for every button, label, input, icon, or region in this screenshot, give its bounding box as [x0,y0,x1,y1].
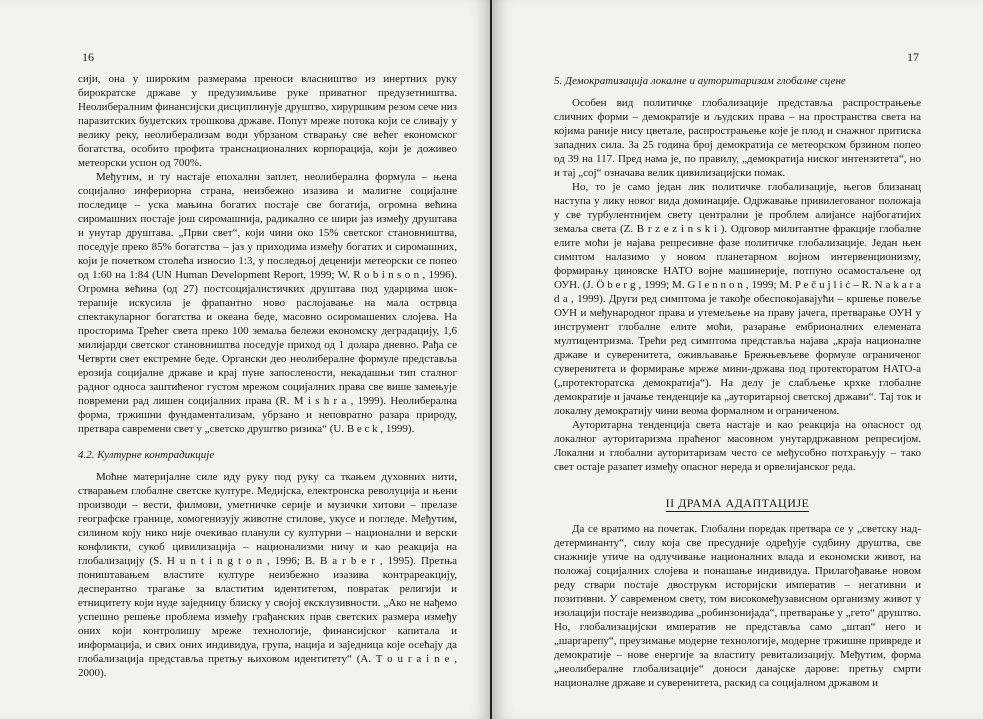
page-number: 17 [907,50,919,64]
page-body [78,72,457,680]
paragraph: Особен вид политичке глобализације представља распрострањење сличних форми – демократије и људских права – на пространства света на којима раније нису цветале, распрострањење које је плод и снажног притиска западних сила. За 25 година број демократија се метеорском брзином попео од 39 на 117. Пред нама је, по правилу, „демократија ниског интензитета“, но и тај „сој“ означава велик цивилизацијски помак. [554,97,921,179]
chapter-title: II ДРАМА АДАПТАЦИЈЕ [665,496,810,510]
paragraph: Но, то је само један лик политичке глобализације, његов близанац наступа у лику новог вида доминације. Одржавање привилегованог положаја у све турбулентнијем свету централни је проблем алијансе најбогатијих земаља света (Z. B r z e z i n s k i ). Одговор милитантне фракције глобалне елите моћи је најава репресивне фазе политичке глобализације. Један њен симптом налазимо у новом планетарном војном интервенционизму, формирању циновске НАТО војне машинерије, потпуно осамостаљене од ОУН. (J. Ö b e r g , 1999; M. G l e n n o n , 1999; M. P e č u j l i ć – R. N a k a r a d a , 1999). Други ред симптома је такође обеспокојавајући – кршење повеље ОУН и међународног права и утемељење на праву јачега, претварање ОУН у инструмент глобалне елите моћи, разарање ембрионалних елемената мултицентризма. Трећи ред симптома представља најава „краја националне државе и суверенитета, оживљавање Брежњевљеве формуле ограниченог суверенитета и формирање мреже мини-држава под протекторатом НАТО-а („протекторатска демократија“). На делу је слабљење крхке глобалне демократије и јачање тенденције ка „ауторитарној светској држави“. Тај ток и локалну демократију чини веома формалном и ограниченом. [554,181,921,417]
section-heading: 5. Демократизација локалне и ауторитаризам глобалне сцене [554,75,846,87]
paragraph: Ауторитарна тенденција света настаје и као реакција на опасност од локалног ауторитаризма праћеног масовном унутардржавном репресијом. Локални и глобални ауторитаризам често се међусобно потхрањују – тако свет остаје разапет између опасног нереда и орвелијанског реда. [554,419,921,473]
page-number: 16 [82,50,94,64]
chapter-heading [554,496,921,510]
paragraph: Да се вратимо на почетак. Глобални поредак претвара се у „светску над-детерминанту“, силу која све пресудније одређује судбину друштва, све снажније утиче на одлучивање националних влада и економски живот, на положај социјалних слојева и понашање индивидуа. Прилагођавање новом реду ствари постаје двострукм историјски императив – негативни и позитивни. У савременом свету, том високомеђузависном организму живот у изолацији постаје неизводива „робинзонијада“, претварање у „гето“ друштво. Но, глобализацијски императив не представља само „штап“ него и „шаргарепу“, преузимање модерне технологије, модерне тржишне привреде и демократије – нове енергије за властиту ревитализацију. Међутим, форма „неолибералне глобализације“ доноси данајске дарове: претњу смрти националне државе и суверенитета, раскид са социјалном државом и [554,523,921,689]
section-heading: 4.2. Културне контрадикције [78,449,215,461]
paragraph: Међутим, и ту настаје епохални заплет, неолиберална формула – њена социјално инфериорна страна, неизбежно изазива и малигне социјалне последице – уска мањина богатих постаје све богатија, огромна већина сиромашних постаје још сиромашнија, радикално се шири јаз између друштава и унутар друштава. „Први свет“, који чини око 15% светског становништва, поседује преко 85% богатства – јаз у приходима између богатих и сиромашних, који је почетком столећа износио 1:3, у последњој деценији метеорски се попео од 1:60 на 1:84 (UN Human Development Report, 1999; W. R o b i n s o n , 1996). Огромна већина (од 27) постсоцијалистичких друштава под ударцима шок-терапије искусила је фрапантно ново раслојавање на мала острвца спектакуларног богатства и океана беде, масовно осиромашених слојева. На просторима Трећег света преко 100 земаља бележи економску деградацију, 1,6 милијарди светског становништва поседује приход од 1 долара дневно. Рађа се Четврти свет екстремне беде. Органски део неолибералне формуле представља ерозија социјалне државе и крај пуне запослености, некадашњи тип сталног радног односа заштићеног густом мрежом социјалних права све више замењује повремени рад лишен социјалних права (R. M i s h r a , 1999). Неолиберална форма, тржишни фундаментализам, убрзано и неповратно разара природу, претвара савремени свет у „светско друштво ризика“ (U. B e c k , 1999). [78,171,457,435]
page-body [554,74,921,690]
right-page [492,0,983,719]
left-page [0,0,491,719]
paragraph: сији, она у широким размерама преноси власништво из инертних руку бирократске државе у предузимљиве руке приватног предузетништва. Неолибералним финансијски дисциплинује друштво, хируршким резом сече низ паразитских буџетских трошкова државе. Попут мреже потока који се сливају у велику реку, неолиберализам води убрзаном стварању све већег економског богатства, особито профита транснационалних корпорација, који је доживео метеорски успон од 700%. [78,73,457,169]
paragraph: Моћне материјалне силе иду руку под руку са ткањем духовних нити, стварањем глобалне светске културе. Медијска, електронска револуција и њени производи – вести, филмови, уметничке серије и музички хитови – прелазе географске границе, хомогенизују животне стилове, укусе и погледе. Међутим, силином коју нико није очекивао планули су културни – национални и верски конфликти, сукоб цивилизација – национализми ничу и као реакција на глобализацију (S. H u n t i n g t o n , 1996; B. B a r b e r , 1995). Претња поништавањем властите културе неизбежно изазива контрареакцију, десперантно трагање за властитим идентитетом, повратак религији и етницитету који нуде заједницу блиску у својој ексклузивности. „Ако не нађемо успешно решење проблема између грађанских прав светских размера између оних који контролишу мреже технологије, финансијског капитала и информација, и свих оних индивидуа, група, нација и заједница које осећају да глобализација представља претњу њиховом идентитету“ (A. T o u r a i n e , 2000). [78,471,457,679]
